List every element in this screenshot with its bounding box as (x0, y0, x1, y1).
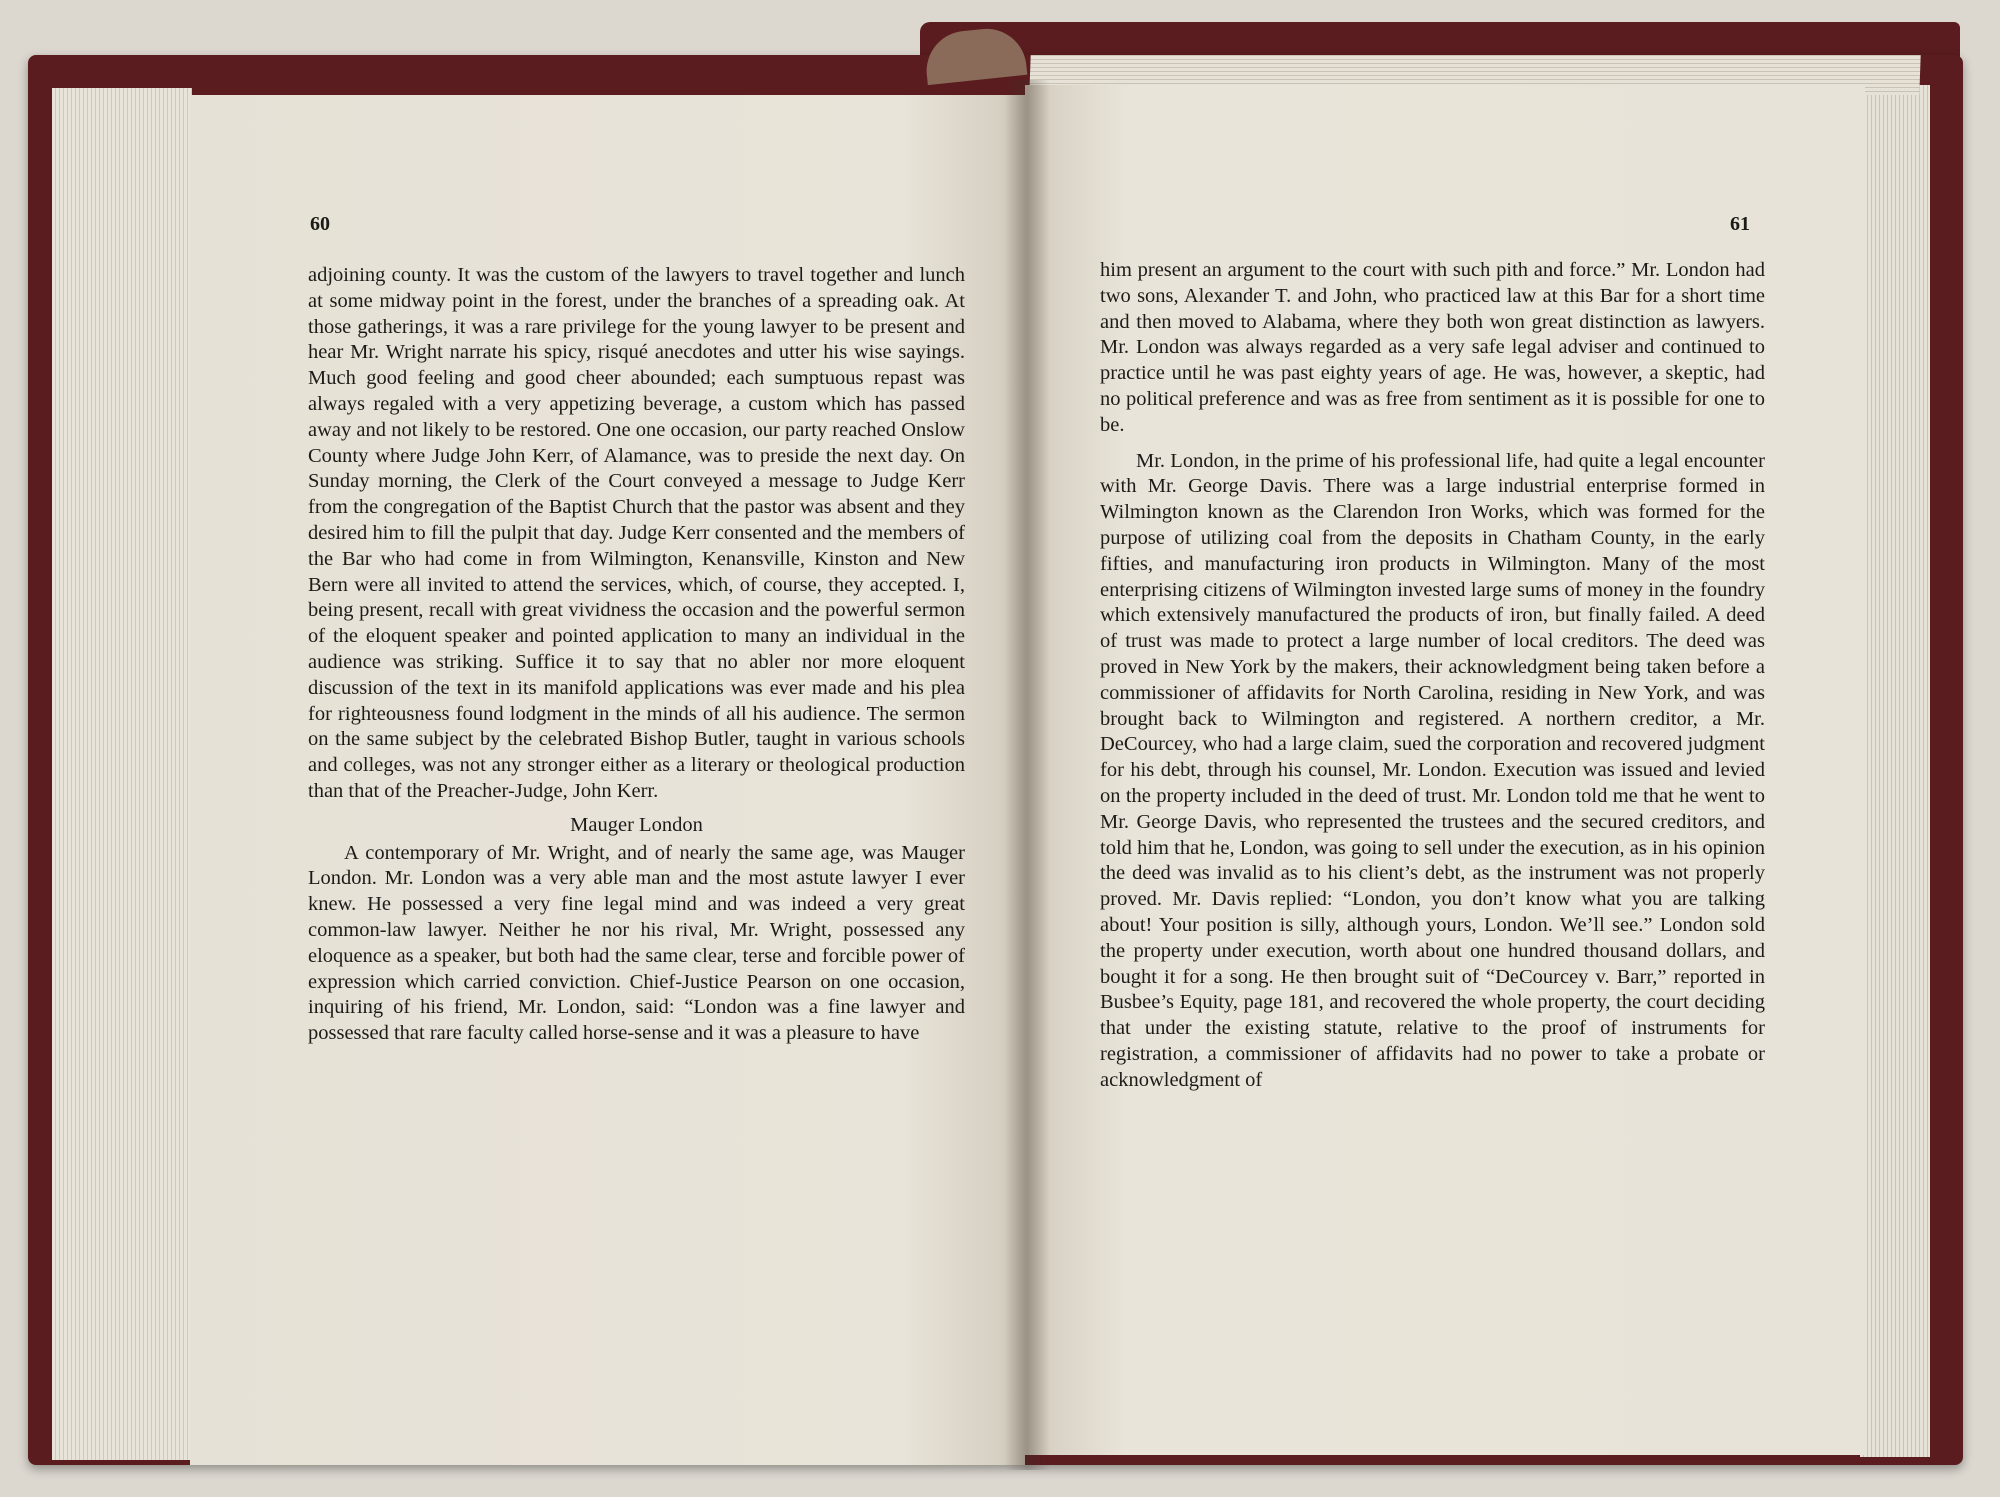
right-page-number: 61 (1730, 213, 1750, 235)
right-page-edges (1860, 85, 1930, 1457)
left-page (190, 95, 1025, 1465)
left-page-number: 60 (310, 213, 330, 235)
left-paragraph-2: A contemporary of Mr. Wright, and of nearly the same age, was Mauger London. Mr. London was a very able man and the most astute lawyer I ever knew. He possessed a very fine legal mind and was indeed a very great common-law lawyer. Neither he nor his rival, Mr. Wright, possessed any eloquence as a speaker, but both had the same clear, terse and forcible power of expression which carried conviction. Chief-Justice Pearson on one occasion, inquiring of his friend, Mr. London, said: “London was a fine lawyer and possessed that rare faculty called horse-sense and it was a pleasure to have (308, 841, 965, 1045)
right-paragraph-1: him present an argument to the court with such pith and force.” Mr. London had two sons, Alexander T. and John, who practiced law at this Bar for a short time and then moved to Alabama, where they both won great distinction as lawyers. Mr. London was always regarded as a very safe legal adviser and continued to practice until he was past eighty years of age. He was, however, a skeptic, had no political preference and was as free from sentiment as it is possible for one to be. (1100, 259, 1765, 436)
right-page (1025, 85, 1865, 1455)
section-heading: Mauger London (570, 813, 703, 836)
left-page-text (308, 263, 965, 1047)
right-paragraph-2: Mr. London, in the prime of his professional life, had quite a legal encounter with Mr. George Davis. There was a large industrial enterprise formed in Wilmington known as the Clarendon Iron Works, which was formed for the purpose of utilizing coal from the deposits in Chatham County, in the early fifties, and manufacturing iron products in Wilmington. Many of the most enterprising citizens of Wilmington invested large sums of money in the foundry which extensively manufactured the products of iron, but finally failed. A deed of trust was made to protect a large number of local creditors. The deed was proved in New York by the makers, their acknowledgment being taken before a commissioner of affidavits for North Carolina, residing in New York, and was brought back to Wilmington and registered. A northern creditor, a Mr. DeCourcey, who had a large claim, sued the corporation and recovered judgment for his debt, through his counsel, Mr. London. Execution was issued and levied on the property included in the deed of trust. Mr. London told me that he went to Mr. George Davis, who represented the trustees and the secured creditors, and told him that he, London, was going to sell under the execution, as in his opinion the deed was invalid as to his client’s debt, as the instrument was not properly proved. Mr. Davis replied: “London, you don’t know what you are talking about! Your position is silly, although yours, London. We’ll see.” London sold the property under execution, worth about one hundred thousand dollars, and bought it for a song. He then brought suit of “DeCourcey v. Barr,” reported in Busbee’s Equity, page 181, and recovered the whole property, the court deciding that under the existing statute, relative to the proof of instruments for registration, a commissioner of affidavits had no power to take a probate or acknowledgment of (1100, 449, 1765, 1091)
left-paragraph-1: adjoining county. It was the custom of the lawyers to travel together and lunch at some midway point in the forest, under the branches of a spreading oak. At those gatherings, it was a rare privilege for the young lawyer to be present and hear Mr. Wright narrate his spicy, risqué anecdotes and utter his wise sayings. Much good feeling and good cheer abounded; each sumptuous repast was always regaled with a very appetizing beverage, a custom which has passed away and not likely to be restored. One one occasion, our party reached Onslow County where Judge John Kerr, of Alamance, was to preside the next day. On Sunday morning, the Clerk of the Court conveyed a message to Judge Kerr from the congregation of the Baptist Church that the pastor was absent and they desired him to fill the pulpit that day. Judge Kerr consented and the members of the Bar who had come in from Wilmington, Kenansville, Kinston and New Bern were all invited to attend the services, which, of course, they accepted. I, being present, recall with great vividness the occasion and the powerful sermon of the eloquent speaker and pointed application to many an individual in the audience was striking. Suffice it to say that no abler nor more eloquent discussion of the text in its manifold applications was ever made and his plea for righteousness found lodgment in the minds of all his audience. The sermon on the same subject by the celebrated Bishop Butler, taught in various schools and colleges, was not any stronger either as a literary or theological production than that of the Preacher-Judge, John Kerr. (308, 264, 965, 802)
book-gutter (1005, 80, 1050, 1470)
right-page-text (1100, 258, 1765, 1094)
left-page-edges (52, 88, 192, 1460)
